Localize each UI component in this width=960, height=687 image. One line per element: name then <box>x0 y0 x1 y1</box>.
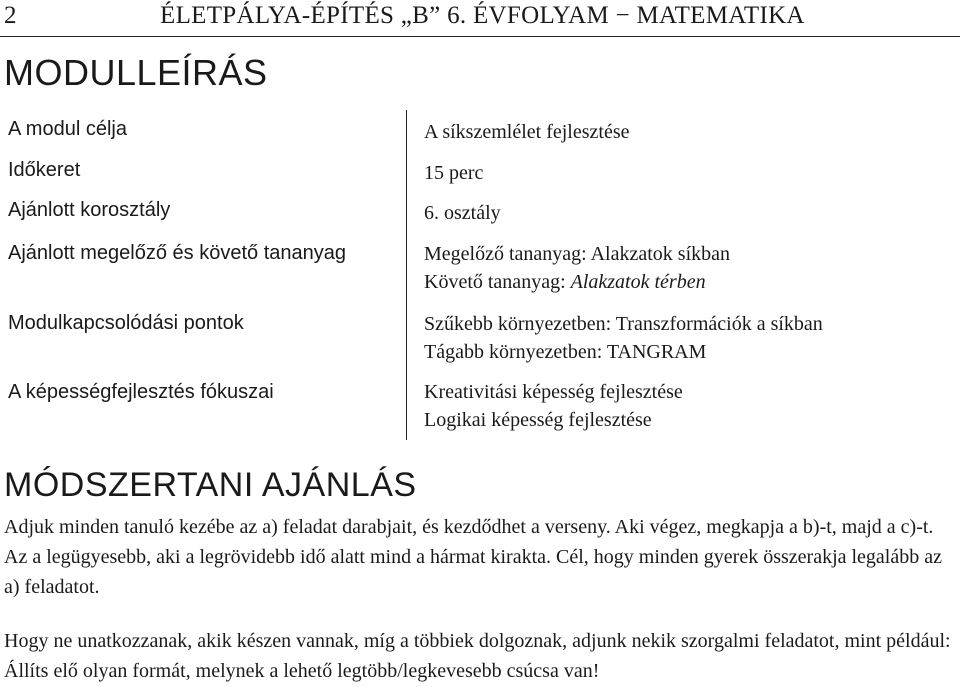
next-material-italic: Alakzatok térben <box>570 271 706 293</box>
table-divider <box>406 110 407 440</box>
row-value-skills <box>424 378 683 434</box>
skill-creativity: Kreativitási képesség fejlesztése <box>424 381 683 403</box>
row-label-time: Időkeret <box>8 159 81 181</box>
row-label-skills: A képességfejlesztés fókuszai <box>8 381 274 403</box>
page-header <box>0 0 960 37</box>
paragraph-2: Hogy ne unatkozzanak, akik készen vannak, míg a többiek dolgoznak, adjunk nekik szorgalmi feladatot, mint például: Állíts elő olyan formát, melynek a lehető legtöbb/legkevesebb csúcsa van! <box>4 630 951 682</box>
row-value-connections <box>424 310 823 366</box>
section-title: MÓDSZERTANI AJÁNLÁS <box>4 466 417 504</box>
running-title: ÉLETPÁLYA-ÉPÍTÉS „B” 6. ÉVFOLYAM − MATEMATIKA <box>160 2 805 29</box>
row-value-curriculum <box>424 240 730 296</box>
row-label-connections: Modulkapcsolódási pontok <box>8 312 244 334</box>
page-number: 2 <box>4 2 17 29</box>
previous-material: Megelőző tananyag: Alakzatok síkban <box>424 243 731 265</box>
broad-context: Tágabb környezetben: TANGRAM <box>424 341 707 363</box>
next-material: Követő tananyag: Alakzatok térben <box>424 271 706 293</box>
skill-logic: Logikai képesség fejlesztése <box>424 409 652 431</box>
paragraph-1: Adjuk minden tanuló kezébe az a) feladat darabjait, és kezdődhet a verseny. Aki végez, megkapja a b)-t, majd a c)-t. Az a legügyesebb, aki a legrövidebb idő alatt mind a hármat kirakta. Cél, hogy minden gyerek összerakja legalább az a) feladatot. <box>4 516 942 598</box>
page-title: MODULLEÍRÁS <box>4 52 268 93</box>
row-value-goal: A síkszemlélet fejlesztése <box>424 121 630 143</box>
row-value-time: 15 perc <box>424 162 484 184</box>
row-label-age: Ajánlott korosztály <box>8 199 171 221</box>
row-label-curriculum: Ajánlott megelőző és követő tananyag <box>8 242 346 264</box>
row-label-goal: A modul célja <box>8 118 127 140</box>
row-value-age: 6. osztály <box>424 202 501 224</box>
narrow-context: Szűkebb környezetben: Transzformációk a síkban <box>424 313 823 335</box>
